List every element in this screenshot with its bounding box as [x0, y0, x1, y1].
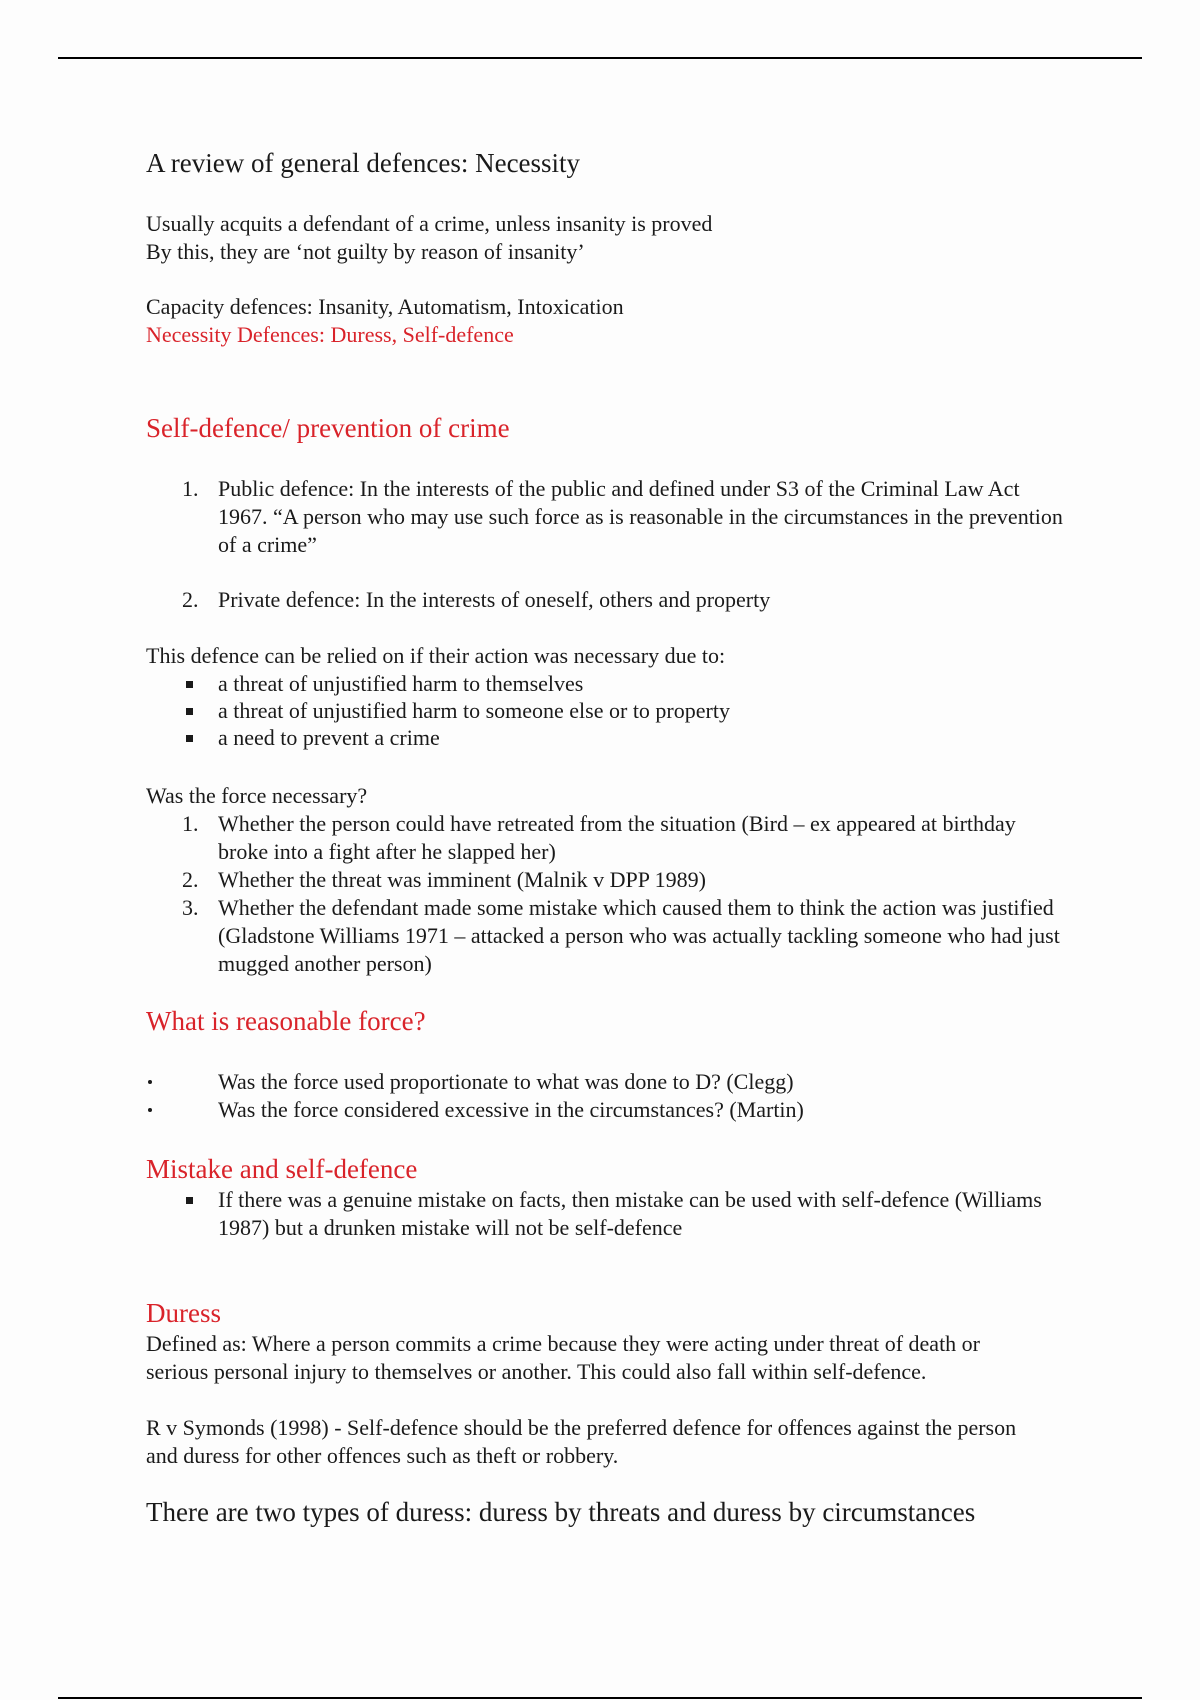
list-text: a threat of unjustified harm to someone else or to property	[218, 698, 730, 723]
list-item	[146, 697, 1046, 725]
list-text: Public defence: In the interests of the public and defined under S3 of the Criminal Law Act 1967. “A person who may use such force as is reasonable in the circumstances in the prevention of a crime”	[218, 476, 1063, 557]
bullet-dot-icon	[148, 1080, 152, 1084]
reliance-intro: This defence can be relied on if their action was necessary due to:	[146, 643, 726, 668]
list-text: Whether the defendant made some mistake which caused them to think the action was justified (Gladstone Williams 1971 – attacked a person who was actually tackling someone who had just mugged another person)	[218, 895, 1060, 976]
square-bullet-icon	[186, 1197, 193, 1204]
list-text: If there was a genuine mistake on facts, then mistake can be used with self-defence (Williams 1987) but a drunken mistake will not be self-defence	[218, 1187, 1042, 1240]
top-rule	[58, 57, 1142, 59]
intro-line-1: Usually acquits a defendant of a crime, unless insanity is proved	[146, 211, 713, 236]
document-title: A review of general defences: Necessity	[146, 148, 581, 178]
list-item	[146, 1068, 1046, 1096]
list-text: Private defence: In the interests of oneself, others and property	[218, 587, 771, 612]
bottom-rule	[58, 1697, 1142, 1699]
list-item	[146, 866, 1046, 894]
list-text: Whether the threat was imminent (Malnik v DPP 1989)	[218, 867, 706, 892]
capacity-defences: Capacity defences: Insanity, Automatism, Intoxication	[146, 294, 624, 319]
heading-self-defence: Self-defence/ prevention of crime	[146, 413, 510, 443]
duress-definition: Defined as: Where a person commits a crime because they were acting under threat of death or serious personal injury to themselves or another. This could also fall within self-defence.	[146, 1331, 981, 1384]
square-bullet-icon	[186, 681, 193, 688]
list-text: Whether the person could have retreated from the situation (Bird – ex appeared at birthday broke into a fight after he slapped her)	[218, 811, 1016, 864]
list-item	[146, 670, 1046, 698]
list-item	[146, 586, 1046, 614]
list-item	[146, 1186, 1046, 1242]
heading-reasonable-force: What is reasonable force?	[146, 1006, 426, 1036]
bullet-dot-icon	[148, 1108, 152, 1112]
symonds-case: R v Symonds (1998) - Self-defence should be the preferred defence for offences against the person and duress for other offences such as theft or robbery.	[146, 1415, 1017, 1468]
square-bullet-icon	[186, 735, 193, 742]
list-text: a need to prevent a crime	[218, 725, 440, 750]
list-text: Was the force used proportionate to what was done to D? (Clegg)	[218, 1069, 794, 1094]
duress-types: There are two types of duress: duress by threats and duress by circumstances	[146, 1497, 976, 1527]
list-number: 1.	[182, 476, 199, 501]
list-item	[146, 724, 1046, 752]
list-number: 3.	[182, 895, 199, 920]
square-bullet-icon	[186, 708, 193, 715]
list-item	[146, 1096, 1046, 1124]
list-item	[146, 894, 1060, 978]
heading-mistake: Mistake and self-defence	[146, 1154, 418, 1184]
list-text: Was the force considered excessive in the circumstances? (Martin)	[218, 1097, 804, 1122]
list-number: 2.	[182, 867, 199, 892]
intro-line-2: By this, they are ‘not guilty by reason of insanity’	[146, 239, 585, 264]
list-number: 1.	[182, 811, 199, 836]
necessary-question: Was the force necessary?	[146, 783, 368, 808]
list-item	[146, 810, 1046, 866]
necessity-defences: Necessity Defences: Duress, Self-defence	[146, 322, 514, 347]
list-text: a threat of unjustified harm to themselves	[218, 671, 584, 696]
list-item	[146, 475, 1063, 559]
heading-duress: Duress	[146, 1298, 221, 1328]
list-number: 2.	[182, 587, 199, 612]
